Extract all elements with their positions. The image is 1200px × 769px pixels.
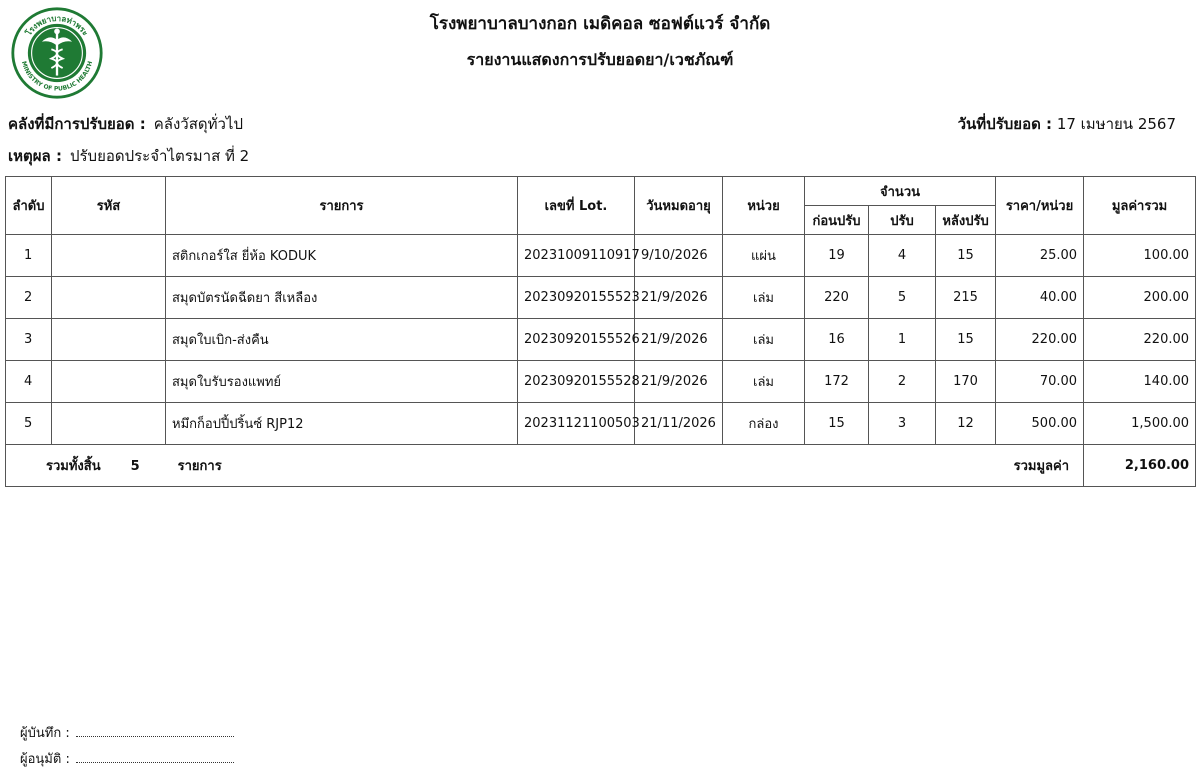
- approver-signature-line: [76, 753, 234, 763]
- cell-before: 16: [805, 319, 869, 361]
- cell-item: หมึกก็อปปี้ปริ้นซ์ RJP12: [166, 403, 518, 445]
- adjust-date-info: [958, 112, 1176, 136]
- cell-seq: 1: [6, 235, 52, 277]
- header-adjust: ปรับ: [869, 206, 936, 235]
- reason-value: ปรับยอดประจำไตรมาส ที่ 2: [69, 147, 250, 165]
- cell-item: สมุดบัตรนัดฉีดยา สีเหลือง: [166, 277, 518, 319]
- logo-bottom-text: MINISTRY OF PUBLIC HEALTH: [19, 60, 95, 93]
- cell-total: 1,500.00: [1084, 403, 1196, 445]
- header-before: ก่อนปรับ: [805, 206, 869, 235]
- cell-code: [52, 235, 166, 277]
- cell-price: 70.00: [996, 361, 1084, 403]
- cell-price: 40.00: [996, 277, 1084, 319]
- cell-unit: เล่ม: [723, 319, 805, 361]
- cell-expiry: 21/9/2026: [635, 319, 723, 361]
- cell-total: 140.00: [1084, 361, 1196, 403]
- total-items-label: รายการ: [177, 459, 222, 474]
- cell-adjust: 3: [869, 403, 936, 445]
- adjustment-table: [5, 176, 1196, 487]
- cell-expiry: 21/9/2026: [635, 361, 723, 403]
- total-summary: [6, 445, 723, 487]
- header-code: รหัส: [52, 177, 166, 235]
- reason-label: เหตุผล :: [8, 147, 62, 165]
- recorder-label: ผู้บันทึก :: [20, 726, 70, 741]
- cell-unit: แผ่น: [723, 235, 805, 277]
- report-organization-title: โรงพยาบาลบางกอก เมดิคอล ซอฟต์แวร์ จำกัด: [429, 14, 771, 34]
- cell-unit: เล่ม: [723, 361, 805, 403]
- table-row: [6, 235, 1196, 277]
- cell-after: 215: [936, 277, 996, 319]
- cell-after: 170: [936, 361, 996, 403]
- header-total: มูลค่ารวม: [1084, 177, 1196, 235]
- header-lot: เลขที่ Lot.: [518, 177, 635, 235]
- cell-before: 220: [805, 277, 869, 319]
- cell-item: สติกเกอร์ใส ยี่ห้อ KODUK: [166, 235, 518, 277]
- cell-code: [52, 403, 166, 445]
- reason-info: [8, 144, 249, 168]
- cell-expiry: 9/10/2026: [635, 235, 723, 277]
- header-expiry: วันหมดอายุ: [635, 177, 723, 235]
- cell-code: [52, 277, 166, 319]
- cell-adjust: 4: [869, 235, 936, 277]
- cell-total: 220.00: [1084, 319, 1196, 361]
- approver-label: ผู้อนุมัติ :: [20, 752, 70, 767]
- cell-before: 19: [805, 235, 869, 277]
- cell-lot: 20230920155526: [518, 319, 635, 361]
- table-row: [6, 277, 1196, 319]
- total-label: รวมทั้งสิ้น: [46, 459, 101, 474]
- recorder-signature: [20, 722, 234, 743]
- header-after: หลังปรับ: [936, 206, 996, 235]
- header-price: ราคา/หน่วย: [996, 177, 1084, 235]
- header-item: รายการ: [166, 177, 518, 235]
- cell-lot: 20231121100503: [518, 403, 635, 445]
- cell-lot: 20231009110917: [518, 235, 635, 277]
- total-count: 5: [130, 459, 140, 474]
- logo-top-text: โรงพยาบาลท่าพระ: [24, 13, 90, 38]
- cell-price: 500.00: [996, 403, 1084, 445]
- cell-after: 15: [936, 319, 996, 361]
- table-total-row: [6, 445, 1196, 487]
- cell-expiry: 21/11/2026: [635, 403, 723, 445]
- cell-lot: 20230920155528: [518, 361, 635, 403]
- cell-total: 200.00: [1084, 277, 1196, 319]
- cell-seq: 5: [6, 403, 52, 445]
- cell-after: 12: [936, 403, 996, 445]
- cell-item: สมุดใบรับรองแพทย์: [166, 361, 518, 403]
- cell-adjust: 1: [869, 319, 936, 361]
- header-seq: ลำดับ: [6, 177, 52, 235]
- cell-total: 100.00: [1084, 235, 1196, 277]
- cell-item: สมุดใบเบิก-ส่งคืน: [166, 319, 518, 361]
- cell-before: 15: [805, 403, 869, 445]
- warehouse-info: [8, 112, 243, 136]
- cell-adjust: 2: [869, 361, 936, 403]
- cell-unit: เล่ม: [723, 277, 805, 319]
- approver-signature: [20, 748, 234, 769]
- cell-before: 172: [805, 361, 869, 403]
- total-value-label: รวมมูลค่า: [723, 445, 1084, 487]
- cell-price: 25.00: [996, 235, 1084, 277]
- table-row: [6, 361, 1196, 403]
- warehouse-label: คลังที่มีการปรับยอด :: [8, 115, 146, 133]
- cell-expiry: 21/9/2026: [635, 277, 723, 319]
- cell-seq: 4: [6, 361, 52, 403]
- table-row: [6, 319, 1196, 361]
- cell-price: 220.00: [996, 319, 1084, 361]
- recorder-signature-line: [76, 727, 234, 737]
- total-value: 2,160.00: [1084, 445, 1196, 487]
- cell-lot: 20230920155523: [518, 277, 635, 319]
- cell-seq: 3: [6, 319, 52, 361]
- cell-seq: 2: [6, 277, 52, 319]
- cell-code: [52, 319, 166, 361]
- table-row: [6, 403, 1196, 445]
- cell-unit: กล่อง: [723, 403, 805, 445]
- warehouse-value: คลังวัสดุทั่วไป: [153, 115, 243, 133]
- adjust-date-label: วันที่ปรับยอด :: [957, 115, 1053, 133]
- cell-adjust: 5: [869, 277, 936, 319]
- header-unit: หน่วย: [723, 177, 805, 235]
- adjust-date-value: 17 เมษายน 2567: [1056, 115, 1176, 133]
- cell-after: 15: [936, 235, 996, 277]
- report-title: รายงานแสดงการปรับยอดยา/เวชภัณฑ์: [466, 50, 734, 69]
- header-qty-group: จำนวน: [805, 177, 996, 206]
- cell-code: [52, 361, 166, 403]
